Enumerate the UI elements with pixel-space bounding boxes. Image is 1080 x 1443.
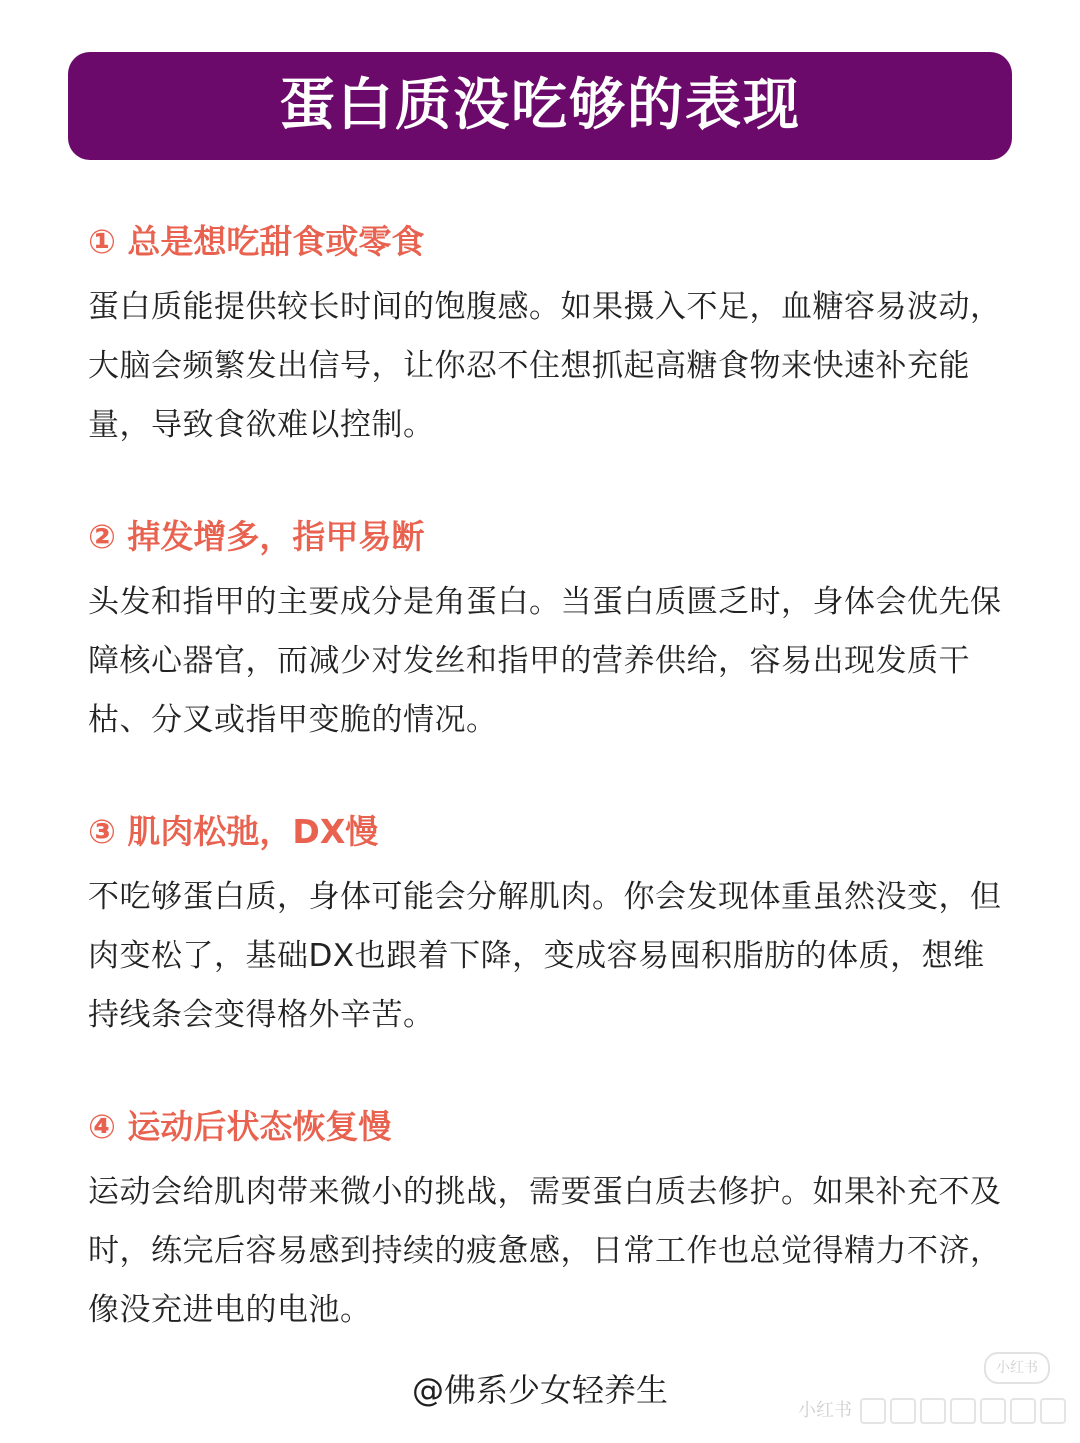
- section-heading: ③ 肌肉松弛，DX慢: [88, 812, 379, 851]
- section-body: 不吃够蛋白质，身体可能会分解肌肉。你会发现体重虽然没变，但肉变松了，基础DX也跟着下降，变成容易囤积脂肪的体质，想维持线条会变得格外辛苦。: [88, 879, 1002, 1033]
- section-2: [88, 515, 1008, 750]
- section-heading: ④ 运动后状态恢复慢: [88, 1107, 392, 1146]
- section-1: [88, 220, 1008, 455]
- section-3: [88, 810, 1008, 1045]
- section-4: [88, 1105, 1008, 1340]
- section-body: 运动会给肌肉带来微小的挑战，需要蛋白质去修护。如果补充不及时，练完后容易感到持续的疲惫感，日常工作也总觉得精力不济，像没充进电的电池。: [88, 1174, 1002, 1328]
- page-title: 蛋白质没吃够的表现: [279, 73, 801, 138]
- section-heading: ② 掉发增多，指甲易断: [88, 517, 425, 556]
- section-body: 蛋白质能提供较长时间的饱腹感。如果摄入不足，血糖容易波动，大脑会频繁发出信号，让你忍不住想抓起高糖食物来快速补充能量，导致食欲难以控制。: [88, 289, 1002, 443]
- title-banner: [68, 52, 1012, 160]
- section-body: 头发和指甲的主要成分是角蛋白。当蛋白质匮乏时，身体会优先保障核心器官，而减少对发丝和指甲的营养供给，容易出现发质干枯、分叉或指甲变脆的情况。: [88, 584, 1002, 738]
- watermark-badge: [984, 1352, 1050, 1384]
- section-heading: ① 总是想吃甜食或零食: [88, 222, 425, 261]
- watermark-badge-text: 小红书: [996, 1360, 1038, 1376]
- watermark-line: [798, 1398, 1066, 1424]
- watermark-id-glyphs: [860, 1398, 1066, 1424]
- watermark-brand: 小红书: [798, 1400, 852, 1421]
- author-handle: @佛系少女轻养生: [411, 1371, 668, 1409]
